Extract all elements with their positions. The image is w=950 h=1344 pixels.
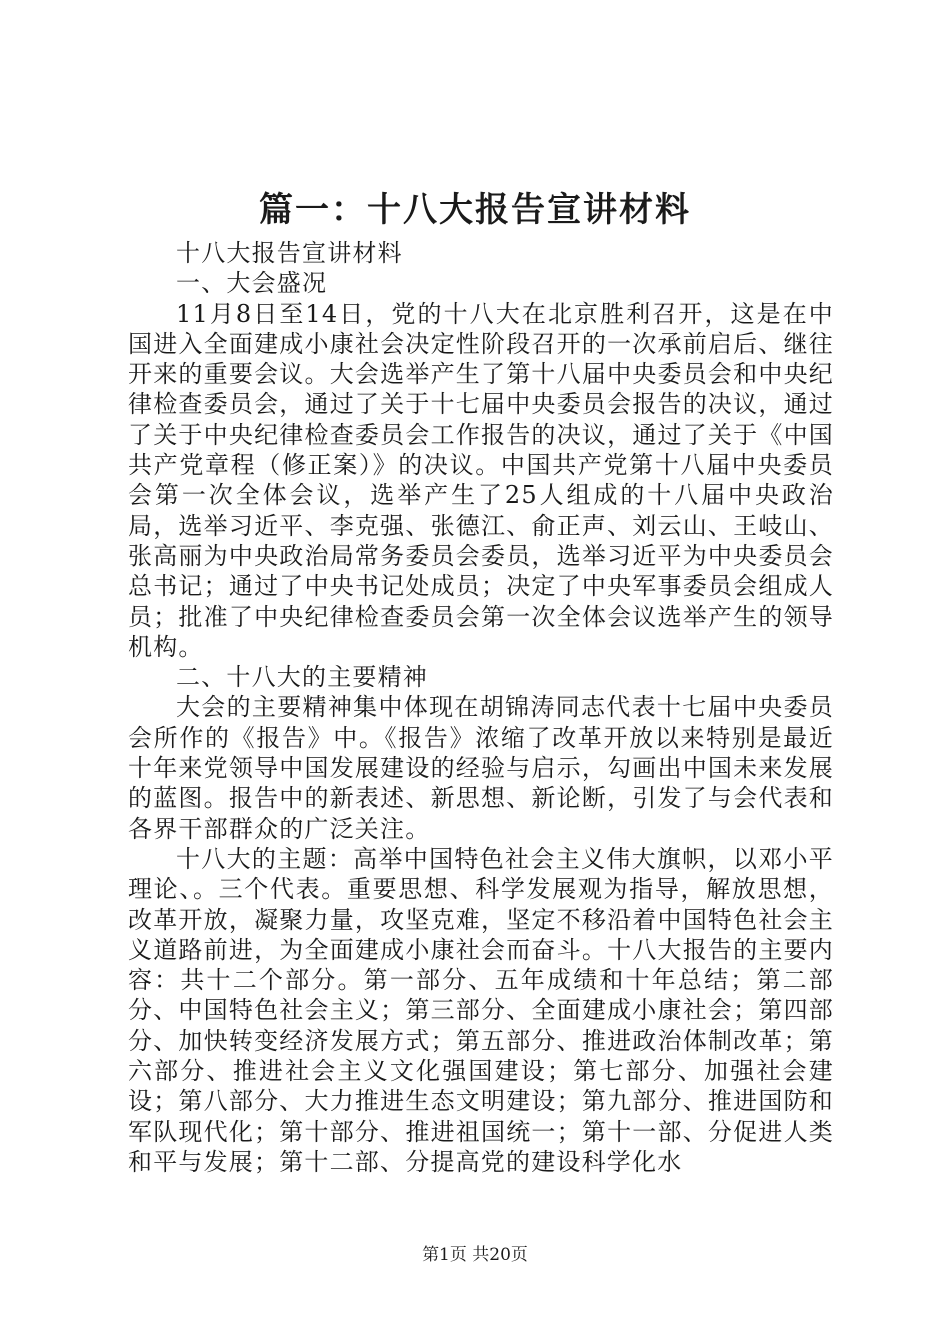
subtitle-line: 十八大报告宣讲材料 [176, 239, 403, 267]
section-heading-1: 一、大会盛况 [176, 269, 328, 298]
document-title: 篇一：十八大报告宣讲材料 [259, 190, 691, 230]
page-number-footer: 第1页 共20页 [422, 1245, 528, 1265]
paragraph-main-spirit: 大会的主要精神集中体现在胡锦涛同志代表十七届中央委员会所作的《报告》中。《报告》浓缩了改革开放以来特别是最近十年来党领导中国发展建设的经验与启示，勾画出中国未来发展的蓝图。报告中的新表述、新思想、新论断，引发了与会代表和各界干部群众的广泛关注。 [128, 693, 834, 843]
section-heading-2: 二、十八大的主要精神 [176, 663, 428, 692]
paragraph-congress-overview: 11月8日至14日，党的十八大在北京胜利召开，这是在中国进入全面建成小康社会决定性阶段召开的一次承前启后、继往开来的重要会议。大会选举产生了第十八届中央委员会和中央纪律检查委员会，通过了关于十七届中央委员会报告的决议，通过了关于中央纪律检查委员会工作报告的决议，通过了关于《中国共产党章程（修正案）》的决议。中国共产党第十八届中央委员会第一次全体会议，选举产生了25人组成的十八届中央政治局，选举习近平、李克强、张德江、俞正声、刘云山、王岐山、张高丽为中央政治局常务委员会委员，选举习近平为中央委员会总书记；通过了中央书记处成员；决定了中央军事委员会组成人员；批准了中央纪律检查委员会第一次全体会议选举产生的领导机构。 [128, 299, 834, 661]
document-body [128, 238, 834, 1177]
paragraph-report-theme: 十八大的主题：高举中国特色社会主义伟大旗帜，以邓小平理论、。三个代表。重要思想、科学发展观为指导，解放思想，改革开放，凝聚力量，攻坚克难，坚定不移沿着中国特色社会主义道路前进，为全面建成小康社会而奋斗。十八大报告的主要内容：共十二个部分。第一部分、五年成绩和十年总结；第二部分、中国特色社会主义；第三部分、全面建成小康社会；第四部分、加快转变经济发展方式；第五部分、推进政治体制改革；第六部分、推进社会主义文化强国建设；第七部分、加强社会建设；第八部分、大力推进生态文明建设；第九部分、推进国防和军队现代化；第十部分、推进祖国统一；第十一部、分促进人类和平与发展；第十二部、分提高党的建设科学化水 [128, 844, 834, 1176]
